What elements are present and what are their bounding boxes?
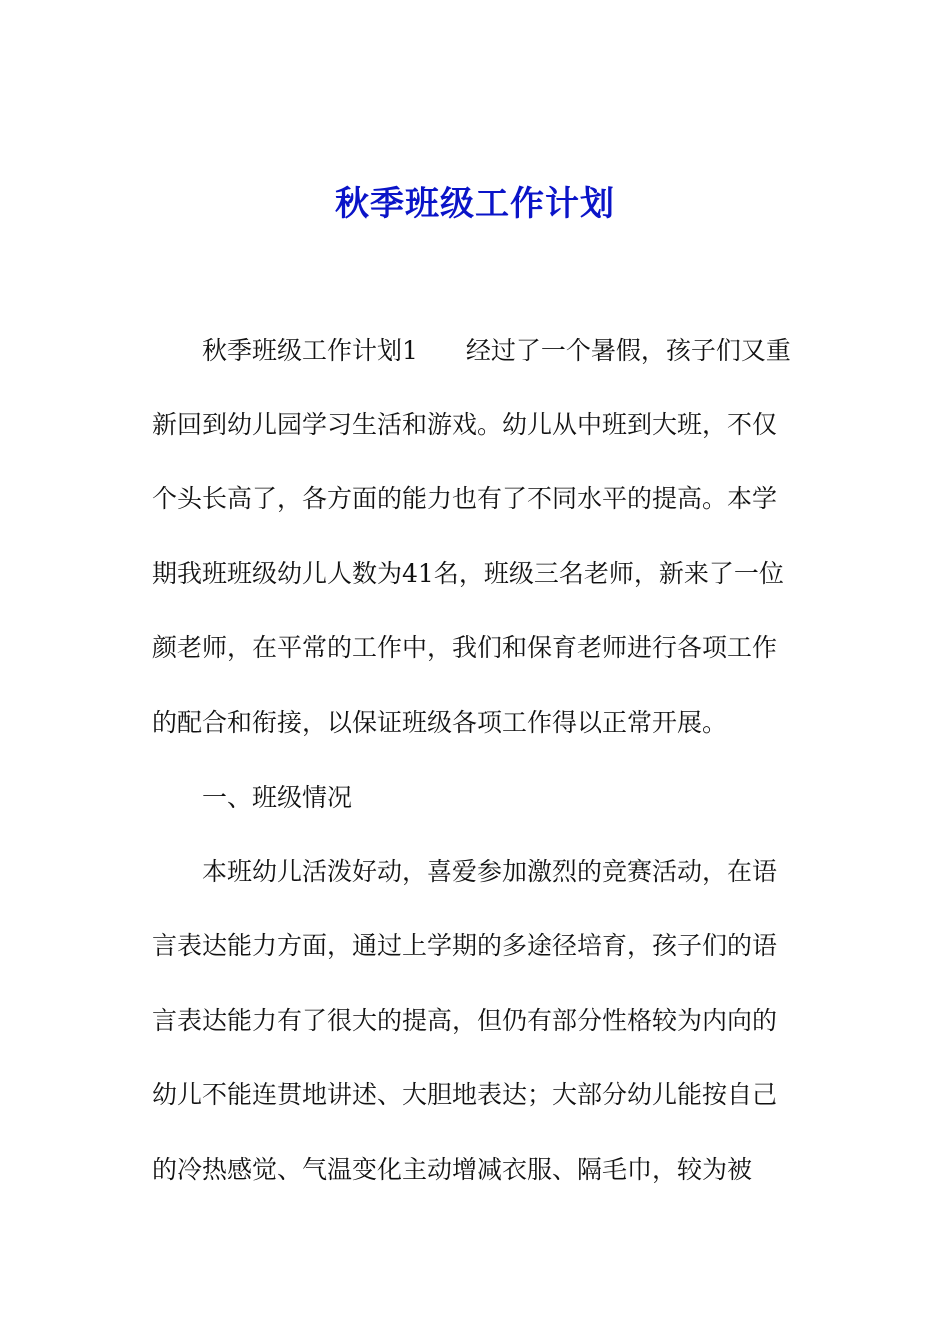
document-title: 秋季班级工作计划 (335, 184, 615, 224)
paragraph-line-12: 的冷热感觉、气温变化主动增减衣服、隔毛巾，较为被 (152, 1155, 753, 1184)
paragraph-line-2: 新回到幼儿园学习生活和游戏。幼儿从中班到大班，不仅 (152, 410, 778, 439)
plan-heading-text: 秋季班级工作计划1 (202, 336, 418, 365)
paragraph-line-5: 颜老师，在平常的工作中，我们和保育老师进行各项工作 (152, 633, 778, 662)
paragraph-line-11: 幼儿不能连贯地讲述、大胆地表达；大部分幼儿能按自己 (152, 1080, 778, 1109)
paragraph-text: 经过了一个暑假，孩子们又重 (465, 336, 791, 365)
paragraph-line-4: 期我班班级幼儿人数为41名，班级三名老师，新来了一位 (152, 559, 784, 588)
paragraph-line-1 (202, 331, 862, 371)
paragraph-line-6: 的配合和衔接，以保证班级各项工作得以正常开展。 (152, 708, 728, 737)
paragraph-line-3: 个头长高了，各方面的能力也有了不同水平的提高。本学 (152, 484, 778, 513)
paragraph-line-10: 言表达能力有了很大的提高，但仍有部分性格较为内向的 (152, 1006, 778, 1035)
paragraph-line-9: 言表达能力方面，通过上学期的多途径培育，孩子们的语 (152, 931, 778, 960)
paragraph-line-8: 本班幼儿活泼好动，喜爱参加激烈的竞赛活动，在语 (202, 857, 778, 886)
section-heading: 一、班级情况 (202, 783, 353, 812)
